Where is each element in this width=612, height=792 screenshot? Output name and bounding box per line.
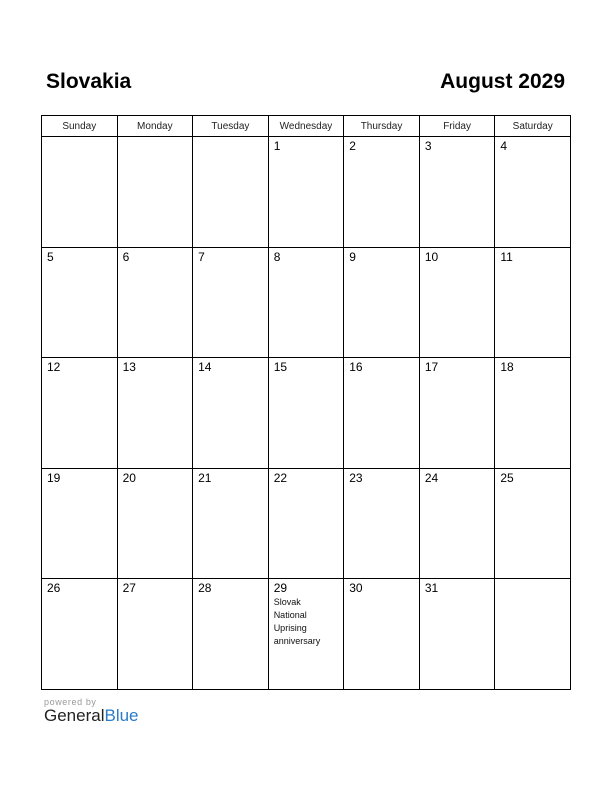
footer-branding xyxy=(44,697,139,726)
day-cell xyxy=(419,468,495,579)
week-row xyxy=(42,247,571,358)
day-cell xyxy=(344,358,420,469)
day-number: 1 xyxy=(273,139,281,153)
week-row xyxy=(42,358,571,469)
day-number: 26 xyxy=(47,581,61,595)
day-cell xyxy=(495,579,571,690)
day-cell xyxy=(117,137,193,248)
day-cell xyxy=(495,468,571,579)
holiday-event: Slovak National Uprising anniversary xyxy=(273,597,321,646)
day-number: 15 xyxy=(273,360,288,374)
day-number: 29 xyxy=(273,581,288,595)
day-number: 10 xyxy=(424,249,439,264)
day-number: 30 xyxy=(349,581,363,595)
weekday-header: Monday xyxy=(117,116,193,137)
day-cell xyxy=(268,247,344,358)
day-cell xyxy=(193,137,269,248)
day-number: 28 xyxy=(198,581,212,595)
week-row xyxy=(42,468,571,579)
day-number: 11 xyxy=(500,249,513,264)
day-number: 17 xyxy=(424,360,439,374)
day-cell xyxy=(268,579,344,690)
day-cell xyxy=(42,579,118,690)
weekday-header: Sunday xyxy=(42,116,118,137)
week-row xyxy=(42,137,571,248)
day-cell xyxy=(495,358,571,469)
day-cell xyxy=(193,247,269,358)
day-number: 12 xyxy=(47,360,61,374)
day-cell xyxy=(193,358,269,469)
calendar-grid xyxy=(41,115,571,690)
day-cell xyxy=(419,137,495,248)
brand-general: General xyxy=(44,706,105,725)
month-year-title: August 2029 xyxy=(440,70,565,93)
day-number: 5 xyxy=(47,249,54,264)
day-cell xyxy=(42,137,118,248)
week-row xyxy=(42,579,571,690)
day-number: 25 xyxy=(500,470,514,485)
day-number: 23 xyxy=(349,470,363,485)
day-cell xyxy=(268,358,344,469)
day-cell xyxy=(42,247,118,358)
day-cell xyxy=(42,468,118,579)
day-cell xyxy=(344,247,420,358)
weekday-header: Thursday xyxy=(344,116,420,137)
day-cell xyxy=(117,468,193,579)
day-cell xyxy=(268,468,344,579)
day-number: 27 xyxy=(122,581,136,595)
day-cell xyxy=(117,579,193,690)
day-number: 31 xyxy=(424,581,439,595)
day-cell xyxy=(268,137,344,248)
day-number: 14 xyxy=(198,360,212,374)
brand-blue: Blue xyxy=(104,706,139,725)
day-number: 6 xyxy=(122,249,130,264)
day-cell xyxy=(495,247,571,358)
weekday-header: Wednesday xyxy=(268,116,344,137)
powered-by-text: powered by xyxy=(44,697,97,707)
day-number: 2 xyxy=(349,139,356,153)
weekday-header: Saturday xyxy=(495,116,571,137)
day-cell xyxy=(419,358,495,469)
day-cell xyxy=(117,358,193,469)
day-cell xyxy=(193,468,269,579)
day-cell xyxy=(117,247,193,358)
day-cell xyxy=(344,137,420,248)
day-number: 22 xyxy=(273,470,288,485)
day-number: 16 xyxy=(349,360,363,374)
generalblue-logo[interactable] xyxy=(44,706,139,726)
day-cell xyxy=(42,358,118,469)
day-number: 4 xyxy=(500,139,508,153)
day-number: 19 xyxy=(47,470,61,485)
day-number: 8 xyxy=(273,249,281,264)
day-number: 24 xyxy=(424,470,439,485)
country-title: Slovakia xyxy=(46,70,132,93)
day-cell xyxy=(344,468,420,579)
day-cell xyxy=(419,247,495,358)
weekday-header: Tuesday xyxy=(193,116,269,137)
day-number xyxy=(495,579,570,582)
day-number: 9 xyxy=(349,249,356,264)
weekday-header: Friday xyxy=(419,116,495,137)
day-number: 3 xyxy=(424,139,432,153)
day-number xyxy=(118,137,193,140)
day-number xyxy=(42,137,117,140)
day-number: 13 xyxy=(122,360,136,374)
day-number: 21 xyxy=(198,470,212,485)
weekday-header-row xyxy=(42,116,571,137)
day-cell xyxy=(344,579,420,690)
day-number xyxy=(193,137,268,140)
day-number: 18 xyxy=(500,360,514,374)
day-cell xyxy=(419,579,495,690)
day-number: 7 xyxy=(198,249,205,264)
day-cell xyxy=(193,579,269,690)
day-cell xyxy=(495,137,571,248)
day-number: 20 xyxy=(122,470,136,485)
